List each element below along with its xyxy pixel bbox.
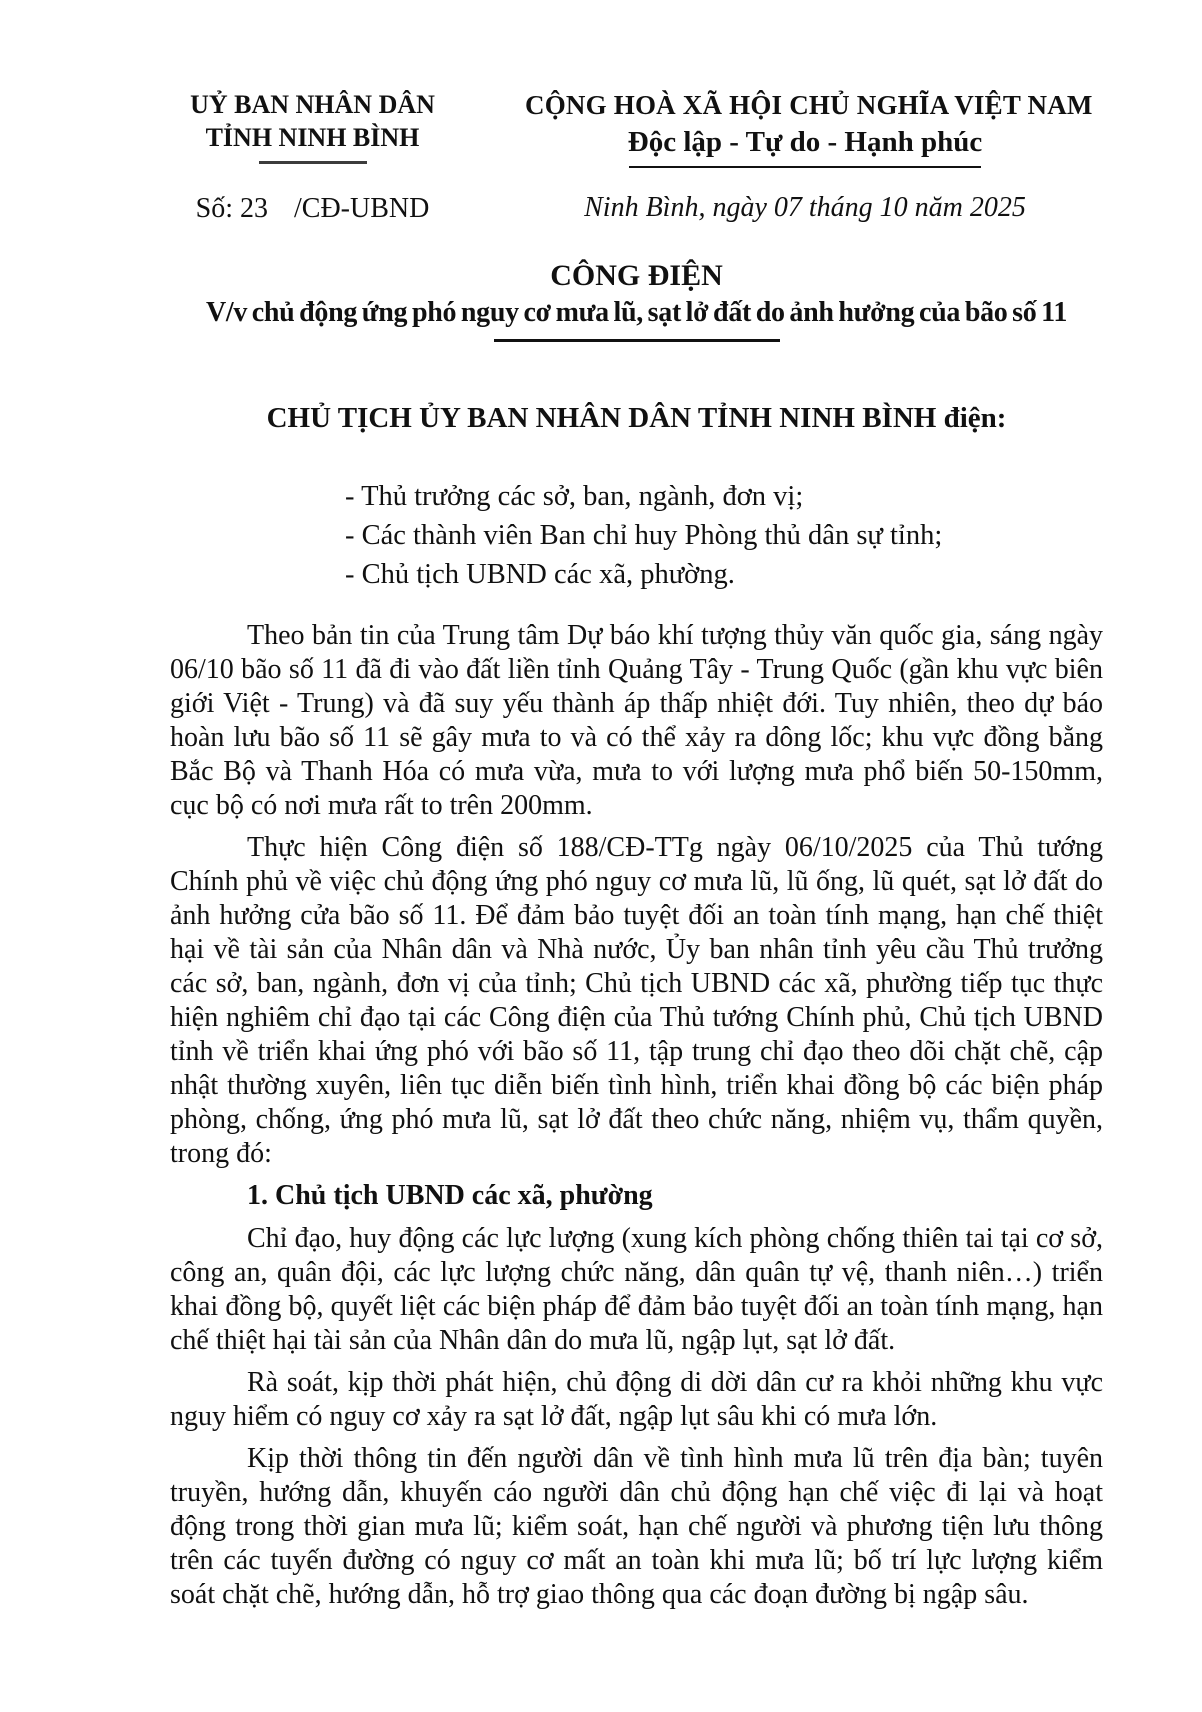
body-paragraph: Thực hiện Công điện số 188/CĐ-TTg ngày 06/10/2025 của Thủ tướng Chính phủ về việc chủ động ứng phó nguy cơ mưa lũ, lũ ống, lũ quét, sạt lở đất do ảnh hưởng cửa bão số 11. Để đảm bảo tuyệt đối an toàn tính mạng, hạn chế thiệt hại về tài sản của Nhân dân và Nhà nước, Ủy ban nhân tỉnh yêu cầu Thủ trưởng các sở, ban, ngành, đơn vị của tỉnh; Chủ tịch UBND các xã, phường tiếp tục thực hiện nghiêm chỉ đạo tại các Công điện của Thủ tướng Chính phủ, Chủ tịch UBND tỉnh về triển khai ứng phó với bão số 11, tập trung chỉ đạo theo dõi chặt chẽ, cập nhật thường xuyên, liên tục diễn biến tình hình, triển khai đồng bộ các biện pháp phòng, chống, ứng phó mưa lũ, sạt lở đất theo chức năng, nhiệm vụ, thẩm quyền, trong đó: (170, 832, 1103, 1169)
recipient-item: - Thủ trưởng các sở, ban, ngành, đơn vị; (345, 481, 804, 512)
recipients-list (345, 477, 1202, 594)
subject-underline-rule (494, 339, 780, 342)
document-subject-line: V/v chủ động ứng phó nguy cơ mưa lũ, sạt lở đất do ảnh hưởng của bão số 11 (205, 297, 1068, 328)
issuing-authority-block (185, 88, 440, 227)
issuer-underline-rule (259, 161, 367, 164)
document-type-title: CÔNG ĐIỆN (550, 259, 723, 292)
body-paragraph: Kịp thời thông tin đến người dân về tình hình mưa lũ trên địa bàn; tuyên truyền, hướng dẫn, khuyến cáo người dân chủ động hạn chế việc đi lại và hoạt động trong thời gian mưa lũ; kiểm soát, hạn chế người và phương tiện lưu thông trên các tuyến đường có nguy cơ mất an toàn khi mưa lũ; bố trí lực lượng kiểm soát chặt chẽ, hướng dẫn, hỗ trợ giao thông qua các đoạn đường bị ngập sâu. (170, 1443, 1103, 1610)
document-number: Số: 23 (195, 193, 268, 224)
national-motto: Độc lập - Tự do - Hạnh phúc (627, 126, 983, 158)
document-header (170, 88, 1103, 227)
place-and-date-line: Ninh Bình, ngày 07 tháng 10 năm 2025 (584, 192, 1026, 223)
body-paragraph: Rà soát, kịp thời phát hiện, chủ động di dời dân cư ra khỏi những khu vực nguy hiểm có nguy cơ xảy ra sạt lở đất, ngập lụt sâu khi có mưa lớn. (170, 1367, 1103, 1432)
title-block (170, 257, 1103, 342)
document-body (170, 619, 1103, 1612)
body-paragraph: Chỉ đạo, huy động các lực lượng (xung kích phòng chống thiên tai tại cơ sở, công an, quân đội, các lực lượng chức năng, dân quân tự vệ, thanh niên…) triển khai đồng bộ, quyết liệt các biện pháp để đảm bảo tuyệt đối an toàn tính mạng, hạn chế thiệt hại tài sản của Nhân dân do mưa lũ, ngập lụt, sạt lở đất. (170, 1223, 1103, 1356)
section-1-heading: 1. Chủ tịch UBND các xã, phường (247, 1180, 653, 1211)
motto-underline-rule (629, 166, 981, 168)
country-name: CỘNG HOÀ XÃ HỘI CHỦ NGHĨA VIỆT NAM (525, 90, 1093, 120)
document-number-line (185, 191, 440, 227)
recipient-item: - Chủ tịch UBND các xã, phường. (345, 559, 735, 590)
body-paragraph: Theo bản tin của Trung tâm Dự báo khí tượng thủy văn quốc gia, sáng ngày 06/10 bão số 11 đã đi vào đất liền tỉnh Quảng Tây - Trung Quốc (gần khu vực biên giới Việt - Trung) và đã suy yếu thành áp thấp nhiệt đới. Tuy nhiên, theo dự báo hoàn lưu bão số 11 sẽ gây mưa to và có thể xảy ra dông lốc; khu vực đồng bằng Bắc Bộ và Thanh Hóa có mưa vừa, mưa to với lượng mưa phổ biến 50-150mm, cục bộ có nơi mưa rất to trên 200mm. (170, 620, 1103, 821)
issuing-authority-name: UỶ BAN NHÂN DÂN (190, 90, 435, 119)
recipient-item: - Các thành viên Ban chỉ huy Phòng thủ dân sự tỉnh; (345, 520, 943, 551)
national-header-block (525, 88, 1093, 226)
salutation-line: CHỦ TỊCH ỦY BAN NHÂN DÂN TỈNH NINH BÌNH điện: (266, 402, 1007, 434)
document-symbol: /CĐ-UBND (294, 193, 430, 224)
issuing-authority-province: TỈNH NINH BÌNH (205, 123, 420, 152)
